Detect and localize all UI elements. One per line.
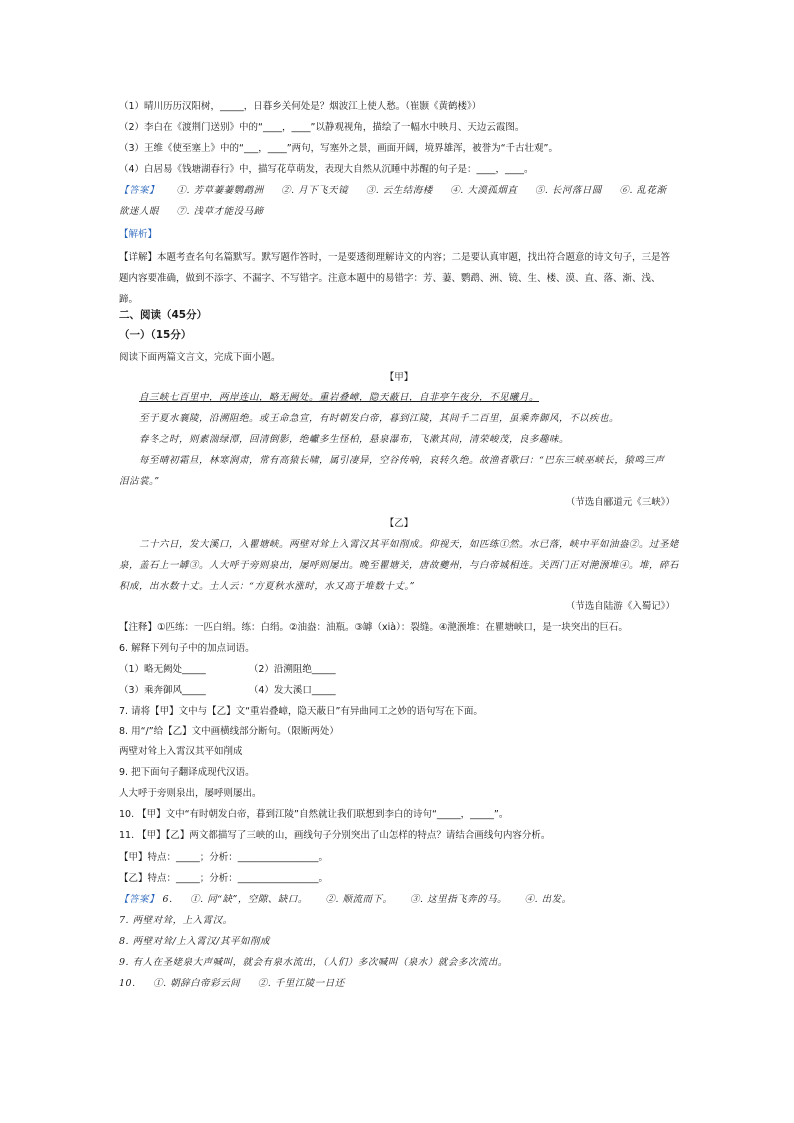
answer-item: ③. 云生结海楼 xyxy=(365,185,433,196)
notes: 【注释】①匹练：一匹白绢。练：白绢。②油盎：油瓶。③罅（xià）：裂缝。④滟滪堆：在瞿塘峡口，是一块突出的巨石。 xyxy=(119,622,628,633)
answer-item: ⑦. 浅草才能没马蹄 xyxy=(176,206,264,217)
answer-item: ①. 芳草萋萋鹦鹉洲 xyxy=(176,185,264,196)
analysis-tag: 【解析】 xyxy=(119,229,158,240)
sub-question: （4）发大溪口_____ xyxy=(248,685,336,696)
answer-item: ②. 月下飞天镜 xyxy=(281,185,349,196)
answer-item: ③. 这里指飞奔的马。 xyxy=(410,894,508,905)
sub-question: （1）略无阙处_____ xyxy=(119,664,206,675)
passage-jia-line xyxy=(139,391,679,404)
answer-number: 10. xyxy=(119,978,136,989)
question-9: 9. 把下面句子翻译成现代汉语。 xyxy=(119,767,255,778)
answer-tag: 【答案】 xyxy=(119,894,160,905)
passage-jia-title: 【甲】 xyxy=(384,372,414,383)
passage-yi-title: 【乙】 xyxy=(384,518,414,529)
question-8: 8. 用“/”给【乙】文中画横线部分断句。（限断两处） xyxy=(119,726,339,737)
answer-8: 8. 两壁对耸/上入霄汉/其平如削成 xyxy=(119,936,270,947)
q1-answer-row xyxy=(119,184,679,197)
question-6: 6. 解释下列句子中的加点词语。 xyxy=(119,643,255,654)
reading-intro: 阅读下面两篇文言文，完成下面小题。 xyxy=(119,352,281,363)
answer-item: ④. 大漠孤烟直 xyxy=(450,185,518,196)
section-title: 二、阅读（45分） xyxy=(119,309,208,321)
answer-item: ⑥. 乱花渐 xyxy=(619,185,667,196)
q1-answer-row-2 xyxy=(119,205,679,218)
passage-yi-line: 泉，盖石上一罅③。人大呼于旁则泉出，屡呼则屡出。晚至瞿塘关，唐故夔州，与白帝城相连。关西门正对滟滪堆④。堆，碎石 xyxy=(119,560,679,571)
question-11: 11. 【甲】【乙】两文都描写了三峡的山，画线句子分别突出了山怎样的特点？请结合画线句内容分析。 xyxy=(119,830,551,841)
answer-9: 9. 有人在圣姥泉大声喊叫，就会有泉水流出，（人们）多次喊叫（泉水）就会多次流出。 xyxy=(119,957,508,968)
passage-yi-line: 二十六日，发大溪口，入瞿塘峡。两壁对耸上入霄汉其平如削成。仰视天，如匹练①然。水已落，峡中平如油盎②。过圣姥 xyxy=(139,539,679,550)
passage-jia-line: 春冬之时，则素湍绿潭，回清倒影，绝巘多生怪柏，悬泉瀑布，飞漱其间，清荣峻茂，良多趣味。 xyxy=(139,434,570,445)
answer-item: ②. 千里江陵一日还 xyxy=(257,978,345,989)
q1-line-3: （3）王维《使至塞上》中的“___，____”两句，写塞外之景，画面开阔，境界雄浑，被誉为“千古壮观”。 xyxy=(119,143,558,154)
answer-item: ④. 出发。 xyxy=(524,894,572,905)
question-10: 10. 【甲】文中“有时朝发白帝，暮到江陵”自然就让我们联想到李白的诗句“_____，_____”。 xyxy=(119,809,509,820)
q1-line-4: （4）白居易《钱塘湖春行》中，描写花草萌发，表现大自然从沉睡中苏醒的句子是：____，____。 xyxy=(119,164,534,175)
sub-question: （2）沿溯阻绝_____ xyxy=(248,664,336,675)
passage-jia-source: （节选自郦道元《三峡》） xyxy=(565,497,675,508)
answer-item: ②. 顺流而下。 xyxy=(325,894,393,905)
question-11-jia: 【甲】特点：_____；分析：_________________。 xyxy=(119,852,329,863)
question-6-row-1 xyxy=(119,663,679,676)
question-11-yi: 【乙】特点：_____；分析：_________________。 xyxy=(119,873,329,884)
part-title: （一）（15分） xyxy=(119,329,192,341)
q1-line-1: （1）晴川历历汉阳树，_____，日暮乡关何处是？烟波江上使人愁。（崔颢《黄鹤楼》） xyxy=(119,101,482,112)
question-9-text: 人大呼于旁则泉出，屡呼则屡出。 xyxy=(119,788,262,799)
passage-yi-source: （节选自陆游《入蜀记》） xyxy=(565,601,675,612)
answer-item: ⑤. 长河落日圆 xyxy=(534,185,602,196)
answer-number: 6. xyxy=(162,894,173,905)
passage-jia-line: 泪沾裳。” xyxy=(119,476,160,487)
passage-yi-line: 积成，出水数十丈。土人云：“方夏秋水涨时，水又高于堆数十丈。” xyxy=(119,581,415,592)
answer-7: 7. 两壁对耸，上入霄汉。 xyxy=(119,915,233,926)
answer-item: ①. 朝辞白帝彩云间 xyxy=(153,978,241,989)
passage-jia-line: 至于夏水襄陵，沿溯阻绝。或王命急宣，有时朝发白帝，暮到江陵，其间千二百里，虽乘奔御风，不以疾也。 xyxy=(139,413,620,424)
question-7: 7. 请将【甲】文中与【乙】文“重岩叠嶂，隐天蔽日”有异曲同工之妙的语句写在下面。 xyxy=(119,706,483,717)
sub-question: （3）乘奔御风_____ xyxy=(119,685,206,696)
underlined-sentence: 自三峡七百里中，两岸连山，略无阙处。重岩叠嶂，隐天蔽日，自非亭午夜分，不见曦月。 xyxy=(139,392,540,403)
answer-item: ①. 同“缺”，空隙、缺口。 xyxy=(190,894,308,905)
answer-item: 欲迷人眼 xyxy=(119,206,160,217)
question-6-row-2 xyxy=(119,684,679,697)
q1-line-2: （2）李白在《渡荆门送别》中的“____，____”以静观视角，描绘了一幅水中映月、天边云霞图。 xyxy=(119,122,525,133)
analysis-text: 【详解】本题考查名句名篇默写。默写题作答时，一是要透彻理解诗文的内容；二是要认真审题，找出符合题意的诗文句子，三是答题内容要准确，做到不添字、不漏字、不写错字。注意本题中的易错字：芳、萋、鹦鹉、洲、镜、生、楼、漠、直、落、渐、浅、蹄。 xyxy=(119,252,671,305)
passage-jia-line: 每至晴初霜旦，林寒涧肃，常有高猿长啸，属引凄异，空谷传响，哀转久绝。故渔者歌曰：“巴东三峡巫峡长，猿鸣三声 xyxy=(139,455,665,466)
answer-row-10 xyxy=(119,977,679,990)
answer-tag: 【答案】 xyxy=(119,185,160,196)
answer-row-6 xyxy=(119,893,679,906)
question-8-text: 两壁对耸上入霄汉其平如削成 xyxy=(119,746,243,757)
